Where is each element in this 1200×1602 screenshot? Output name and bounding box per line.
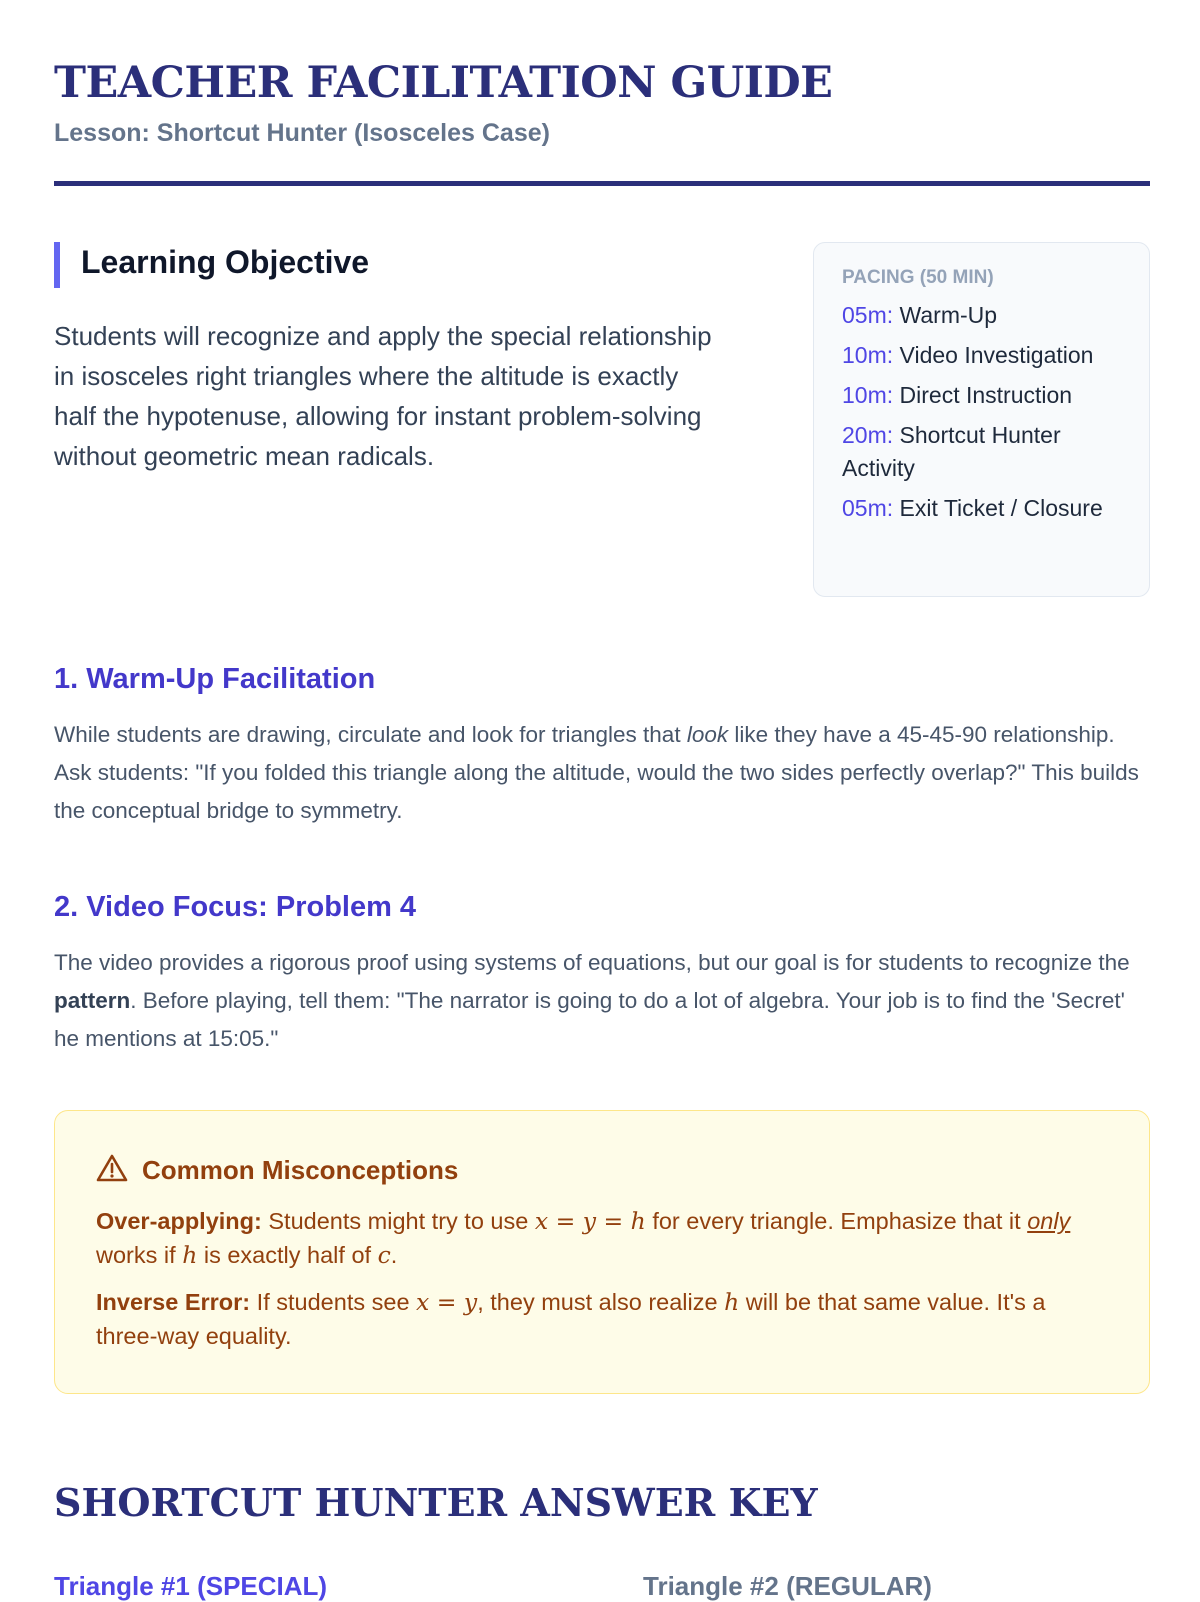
triangle-1-heading: Triangle #1 (SPECIAL) (54, 1571, 328, 1601)
math-expression: h (724, 1288, 740, 1316)
misconception-text: If students see (256, 1289, 410, 1315)
misconception-label: Inverse Error: (96, 1289, 251, 1315)
page-title: TEACHER FACILITATION GUIDE (54, 58, 833, 108)
pacing-item (842, 419, 1123, 485)
pacing-item (842, 299, 1123, 332)
misconception-text: . (390, 1242, 398, 1268)
pacing-time: 05m: (842, 495, 894, 521)
video-text-bold: pattern (54, 988, 131, 1013)
pacing-activity: Direct Instruction (899, 382, 1073, 408)
math-expression: x = y (416, 1288, 478, 1316)
math-expression: c (377, 1241, 391, 1269)
pacing-item (842, 492, 1123, 525)
objective-text: Students will recognize and apply the special relationship in isosceles right triangles where the altitude is exactly half the hypotenuse, allowing for instant problem-solving without geometric mean radicals. (54, 321, 712, 471)
pacing-time: 20m: (842, 422, 894, 448)
misconception-text: is exactly half of (203, 1242, 372, 1268)
misconception-inverse-error (96, 1285, 1109, 1353)
header-divider (54, 181, 1150, 186)
pacing-time: 10m: (842, 342, 894, 368)
lesson-subtitle: Lesson: Shortcut Hunter (Isosceles Case) (54, 119, 550, 147)
answer-key-heading: SHORTCUT HUNTER ANSWER KEY (54, 1480, 818, 1525)
objective-accent-bar (54, 242, 60, 288)
misconceptions-title: Common Misconceptions (142, 1155, 459, 1185)
video-text-b: . Before playing, tell them: "The narrator is going to do a lot of algebra. Your job is to find the 'Secret' he mentions at 15:05." (54, 988, 1125, 1051)
pacing-item (842, 379, 1123, 412)
misconception-emphasis: only (1027, 1208, 1071, 1234)
pacing-panel (813, 242, 1150, 597)
pacing-list (842, 299, 1123, 525)
warmup-text-emphasis: look (686, 722, 729, 747)
pacing-activity: Exit Ticket / Closure (899, 495, 1103, 521)
misconception-text: will be that same value. It's a three-way equality. (96, 1289, 1046, 1349)
misconception-text: for every triangle. Emphasize that it (652, 1208, 1021, 1234)
warmup-text-a: While students are drawing, circulate and look for triangles that (54, 722, 681, 747)
pacing-activity: Shortcut Hunter Activity (842, 422, 1061, 481)
triangle-2-heading: Triangle #2 (REGULAR) (643, 1571, 932, 1601)
pacing-time: 05m: (842, 302, 894, 328)
pacing-activity: Video Investigation (899, 342, 1094, 368)
pacing-time: 10m: (842, 382, 894, 408)
misconception-text: , they must also realize (477, 1289, 718, 1315)
callout-header (96, 1153, 1109, 1188)
math-expression: h (182, 1241, 198, 1269)
warmup-text (54, 716, 1144, 830)
misconception-text: works if (96, 1242, 176, 1268)
warning-triangle-icon (96, 1153, 128, 1188)
video-text-a: The video provides a rigorous proof using systems of equations, but our goal is for students to recognize the (54, 950, 1130, 975)
pacing-item (842, 339, 1123, 372)
misconception-label: Over-applying: (96, 1208, 262, 1234)
objective-heading: Learning Objective (81, 244, 370, 280)
pacing-label: PACING (50 MIN) (842, 267, 994, 288)
warmup-text-b: like they have a 45-45-90 relationship. Ask students: "If you folded this triangle along the altitude, would the two sides perfectly overlap?" This builds the conceptual bridge to symmetry. (54, 722, 1139, 823)
misconception-text: Students might try to use (268, 1208, 529, 1234)
misconceptions-callout (54, 1110, 1150, 1394)
video-text (54, 944, 1144, 1058)
warmup-heading: 1. Warm-Up Facilitation (54, 663, 376, 695)
pacing-activity: Warm-Up (899, 302, 998, 328)
video-heading: 2. Video Focus: Problem 4 (54, 891, 417, 923)
math-expression: x = y = h (534, 1207, 646, 1235)
misconception-over-applying (96, 1204, 1109, 1272)
